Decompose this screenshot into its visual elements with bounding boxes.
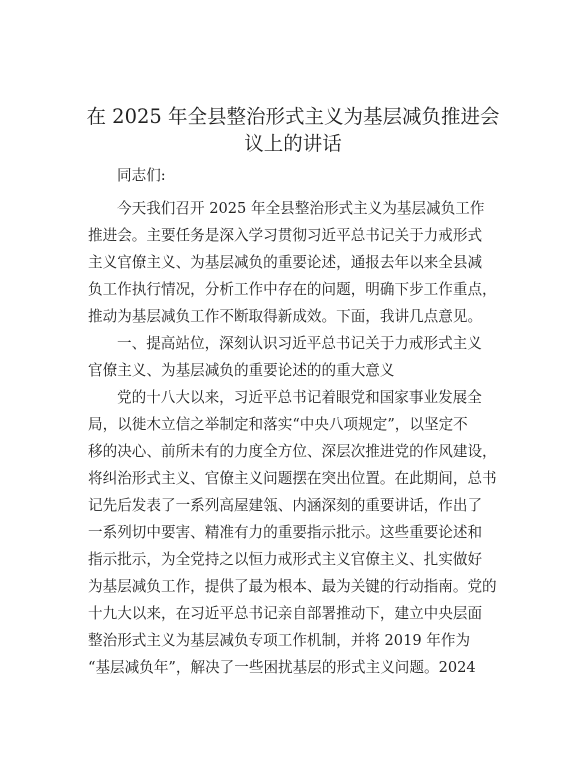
document-title [40, 103, 546, 157]
paragraph-line: “基层减负年”，解决了一些困扰基层的形式主义问题。2024 [88, 659, 476, 676]
heading-line: 一、提高站位，深刻认识习近平总书记关于力戒形式主义 [117, 335, 482, 352]
paragraph-line: 移的决心、前所未有的力度全方位、深层次推进党的作风建设， [88, 443, 497, 460]
paragraph-line: 推动为基层减负工作不断取得新成效。下面，我讲几点意见。 [88, 308, 483, 325]
title-line: 议上的讲话 [244, 132, 342, 155]
paragraph-line: 党的十八大以来，习近平总书记着眼党和国家事业发展全 [117, 389, 482, 406]
paragraph-line: 推进会。主要任务是深入学习贯彻习近平总书记关于力戒形式 [88, 227, 483, 244]
section-heading-1 [88, 330, 518, 384]
document-body [88, 162, 518, 681]
title-line: 在 2025 年全县整治形式主义为基层减负推进会 [86, 105, 500, 128]
paragraph-line: 指示批示，为全党持之以恒力戒形式主义官僚主义、扎实做好 [88, 551, 483, 568]
heading-line: 官僚主义、为基层减负的重要论述的的重大意义 [88, 362, 395, 379]
salutation: 同志们: [117, 167, 166, 184]
paragraph-line: 为基层减负工作，提供了最为根本、最为关键的行动指南。党的 [88, 578, 497, 595]
paragraph-line: 一系列切中要害、精准有力的重要指示批示。这些重要论述和 [88, 524, 483, 541]
paragraph-line: 整治形式主义为基层减负专项工作机制，并将 2019 年作为 [88, 632, 471, 649]
paragraph-line: 负工作执行情况，分析工作中存在的问题，明确下步工作重点， [88, 281, 497, 298]
paragraph-line: 十九大以来，在习近平总书记亲自部署推动下，建立中央层面 [88, 605, 483, 622]
paragraph-section-1 [88, 384, 518, 681]
paragraph-line: 将纠治形式主义、官僚主义问题摆在突出位置。在此期间，总书 [88, 470, 497, 487]
paragraph-line: 主义官僚主义、为基层减负的重要论述，通报去年以来全县减 [88, 254, 483, 271]
paragraph-line: 记先后发表了一系列高屋建瓴、内涵深刻的重要讲话，作出了 [88, 497, 483, 514]
paragraph-line: 今天我们召开 2025 年全县整治形式主义为基层减负工作 [117, 200, 485, 217]
paragraph-line: 局，以徙木立信之举制定和落实“中央八项规定”，以坚定不 [88, 416, 468, 433]
paragraph-intro [88, 195, 518, 330]
